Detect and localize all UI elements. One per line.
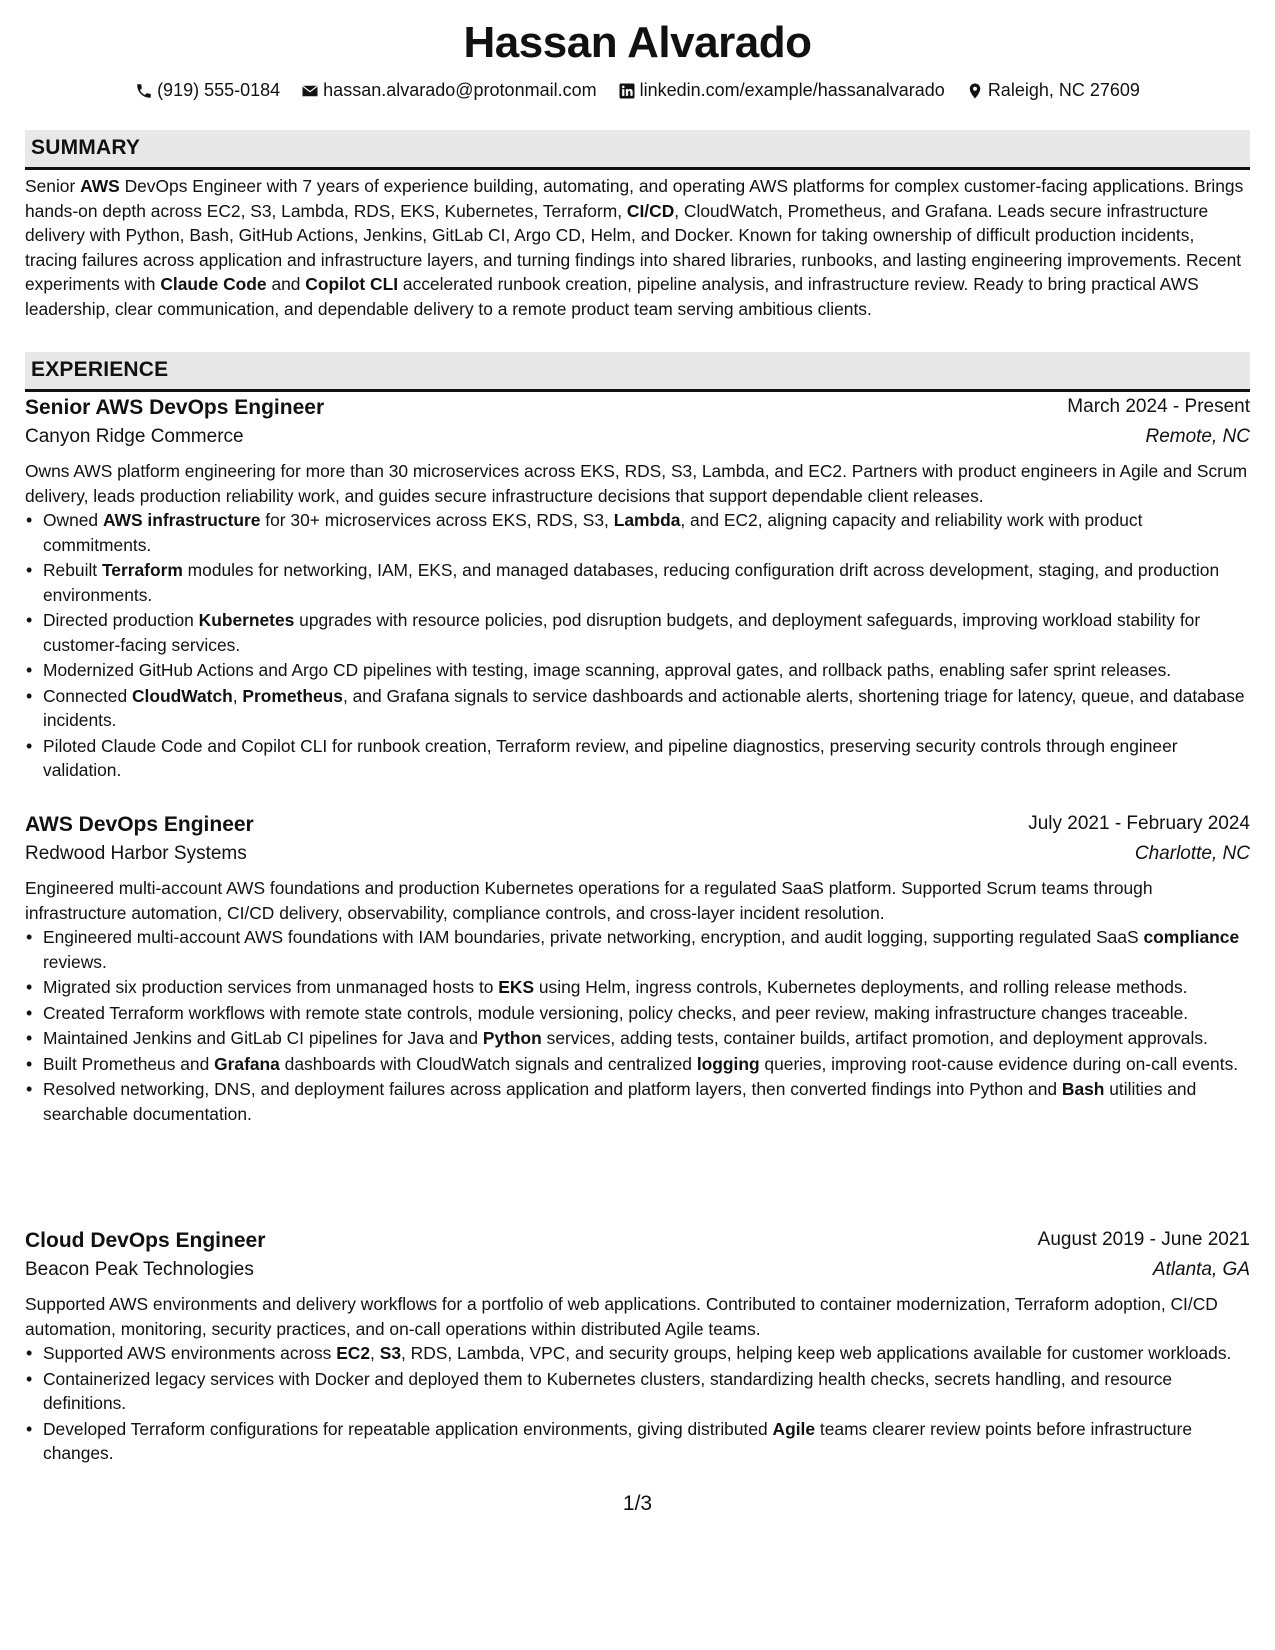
job-summary: Engineered multi-account AWS foundations and production Kubernetes operations for a regulated SaaS platform. Supported Scrum teams through infrastructure automation, CI/CD delivery, observability, compliance controls, and cross-layer incident resolution. [25, 878, 1153, 923]
bold-keyword: CI/CD [626, 200, 675, 221]
bold-keyword: Terraform [101, 560, 183, 580]
bullet-item [25, 1417, 1250, 1466]
bold-keyword: logging [696, 1053, 760, 1074]
bold-keyword: Lambda [613, 510, 681, 530]
text-run: , CloudWatch, Prometheus, and Grafana. Leads secure infrastructure delivery with Python, Bash, GitHub Actions, Jenkins, GitLab CI, Argo CD, Helm, and Docker. Known for taking ownership of difficult production incidents, tracing failures across application and infrastructure layers, and turning findings into shared libraries, runbooks, and lasting engineering improvements. Recent experiments with [25, 200, 1242, 294]
text-run: teams clearer review points before infrastructure changes. [43, 1418, 1193, 1463]
phone-number: (919) 555-0184 [157, 80, 281, 100]
bold-keyword: Agile [772, 1418, 816, 1439]
bold-keyword: Prometheus [242, 685, 343, 706]
job-dates: March 2024 - Present [1067, 396, 1250, 417]
job-company: Redwood Harbor Systems [25, 843, 247, 864]
text-run: Developed Terraform configurations for repeatable application environments, giving distributed [43, 1418, 773, 1439]
summary-section [25, 174, 1250, 321]
bullet-item [25, 1001, 1250, 1026]
text-run: utilities and searchable documentation. [43, 1079, 1197, 1124]
job-title: AWS DevOps Engineer [25, 813, 254, 836]
bold-keyword: Copilot CLI [305, 274, 399, 294]
text-run: , and EC2, aligning capacity and reliability work with product commitments. [43, 510, 1143, 555]
summary-heading: SUMMARY [25, 130, 1250, 170]
bullet-item [25, 508, 1250, 557]
bold-keyword: AWS [80, 176, 120, 196]
summary-text [25, 174, 1250, 321]
text-run: reviews. [43, 951, 107, 972]
bullet-item [25, 975, 1250, 1000]
bold-keyword: Grafana [214, 1053, 280, 1074]
job-location: Remote, NC [1145, 426, 1250, 447]
job-summary: Owns AWS platform engineering for more than 30 microservices across EKS, RDS, S3, Lambda, and EC2. Partners with product engineers in Agile and Scrum delivery, leads production reliability work, and guides secure infrastructure decisions that support dependable client releases. [25, 461, 1248, 506]
text-run: , [232, 685, 243, 706]
text-run: queries, improving root-cause evidence during on-call events. [759, 1053, 1239, 1074]
job-entry [25, 813, 1250, 1127]
contact-linkedin[interactable] [618, 80, 945, 101]
text-run: Engineered multi-account AWS foundations with IAM boundaries, private networking, encryption, and audit logging, supporting regulated SaaS [43, 927, 1144, 947]
job-company: Beacon Peak Technologies [25, 1259, 254, 1280]
text-run: for 30+ microservices across EKS, RDS, S3, [260, 510, 614, 530]
job-bullets [25, 1341, 1250, 1466]
bullet-item [25, 558, 1250, 607]
job-company: Canyon Ridge Commerce [25, 426, 244, 447]
bold-keyword: Claude Code [160, 274, 267, 294]
bullet-item [25, 734, 1250, 783]
text-run: and [266, 274, 306, 294]
job-entry [25, 396, 1250, 784]
bold-keyword: Bash [1061, 1079, 1105, 1099]
job-title: Cloud DevOps Engineer [25, 1229, 266, 1252]
experience-heading: EXPERIENCE [25, 352, 1250, 392]
text-run: Created Terraform workflows with remote state controls, module versioning, policy checks, and peer review, making infrastructure changes traceable. [43, 1002, 1189, 1023]
job-summary: Supported AWS environments and delivery workflows for a portfolio of web applications. Contributed to container modernization, Terraform adoption, CI/CD automation, monitoring, security practices, and on-call operations within distributed Agile teams. [25, 1294, 1218, 1339]
bold-keyword: Python [482, 1028, 542, 1048]
job-bullets [25, 508, 1250, 783]
text-run: Containerized legacy services with Docker and deployed them to Kubernetes clusters, standardizing health checks, secrets handling, and resource definitions. [43, 1368, 1173, 1413]
candidate-name: Hassan Alvarado [463, 18, 812, 67]
text-run: Supported AWS environments across [43, 1343, 337, 1363]
job-entry [25, 1229, 1250, 1467]
text-run: services, adding tests, container builds, artifact promotion, and deployment approvals. [541, 1028, 1208, 1048]
job-title: Senior AWS DevOps Engineer [25, 396, 325, 419]
text-run: using Helm, ingress controls, Kubernetes deployments, and rolling release methods. [534, 977, 1188, 997]
text-run: , [370, 1343, 380, 1363]
job-dates: July 2021 - February 2024 [1028, 813, 1250, 834]
bold-keyword: EKS [498, 977, 535, 997]
bullet-item [25, 1367, 1250, 1416]
text-run: Resolved networking, DNS, and deployment failures across application and platform layers, then converted findings into Python and [43, 1079, 1062, 1099]
linkedin-icon [618, 82, 636, 100]
text-run: dashboards with CloudWatch signals and centralized [279, 1053, 697, 1074]
bullet-item [25, 1341, 1250, 1366]
job-location: Charlotte, NC [1134, 843, 1250, 864]
bullet-item [25, 1052, 1250, 1077]
bold-keyword: AWS infrastructure [102, 510, 261, 530]
text-run: , RDS, Lambda, VPC, and security groups, helping keep web applications available for customer workloads. [401, 1343, 1232, 1363]
text-run: Maintained Jenkins and GitLab CI pipelines for Java and [43, 1028, 483, 1048]
text-run: Piloted Claude Code and Copilot CLI for runbook creation, Terraform review, and pipeline diagnostics, preserving security controls through engineer validation. [43, 735, 1178, 780]
job-location: Atlanta, GA [1152, 1259, 1250, 1280]
bullet-item [25, 1026, 1250, 1051]
bullet-item [25, 1077, 1250, 1126]
bullet-item [25, 608, 1250, 657]
text-run: Migrated six production services from unmanaged hosts to [43, 977, 499, 997]
text-run: Built Prometheus and [43, 1053, 215, 1074]
bold-keyword: EC2 [336, 1343, 371, 1363]
bold-keyword: S3 [379, 1343, 401, 1363]
text-run: Directed production [43, 610, 199, 630]
text-run: , and Grafana signals to service dashboards and actionable alerts, shortening triage for latency, queue, and database incidents. [43, 685, 1245, 730]
text-run: accelerated runbook creation, pipeline analysis, and infrastructure review. Ready to bring practical AWS leadership, clear communication, and dependable delivery to a remote product team serving ambitious clients. [25, 274, 1199, 319]
email-link[interactable]: hassan.alvarado@protonmail.com [323, 80, 597, 100]
contact-phone [135, 80, 280, 101]
text-run: DevOps Engineer with 7 years of experience building, automating, and operating AWS platforms for complex customer-facing applications. Brings hands-on depth across EC2, S3, Lambda, RDS, EKS, Kubernetes, Terraform, [25, 176, 1244, 221]
bullet-item [25, 684, 1250, 733]
text-run: modules for networking, IAM, EKS, and managed databases, reducing configuration drift across development, staging, and production environments. [43, 560, 1220, 605]
linkedin-link[interactable]: linkedin.com/example/hassanalvarado [639, 80, 945, 100]
job-dates: August 2019 - June 2021 [1037, 1229, 1250, 1250]
envelope-icon [301, 82, 319, 100]
bold-keyword: CloudWatch [131, 685, 233, 706]
text-run: Rebuilt [43, 560, 102, 580]
contact-email[interactable] [301, 80, 596, 101]
page-number: 1/3 [622, 1492, 653, 1515]
text-run: Modernized GitHub Actions and Argo CD pipelines with testing, image scanning, approval gates, and rollback paths, enabling safer sprint releases. [43, 660, 1172, 680]
phone-icon [135, 82, 153, 100]
contact-location [966, 80, 1140, 101]
map-pin-icon [966, 82, 984, 100]
text-run: Connected [43, 685, 132, 706]
text-run: Senior [25, 176, 81, 196]
text-run: Owned [43, 510, 103, 530]
bold-keyword: compliance [1143, 927, 1240, 947]
text-run: upgrades with resource policies, pod disruption budgets, and deployment safeguards, improving workload stability for customer-facing services. [43, 610, 1201, 655]
bullet-item [25, 658, 1250, 683]
contact-line [0, 80, 1275, 105]
location-text: Raleigh, NC 27609 [987, 80, 1140, 100]
job-bullets [25, 925, 1250, 1126]
bullet-item [25, 925, 1250, 974]
bold-keyword: Kubernetes [198, 610, 295, 630]
